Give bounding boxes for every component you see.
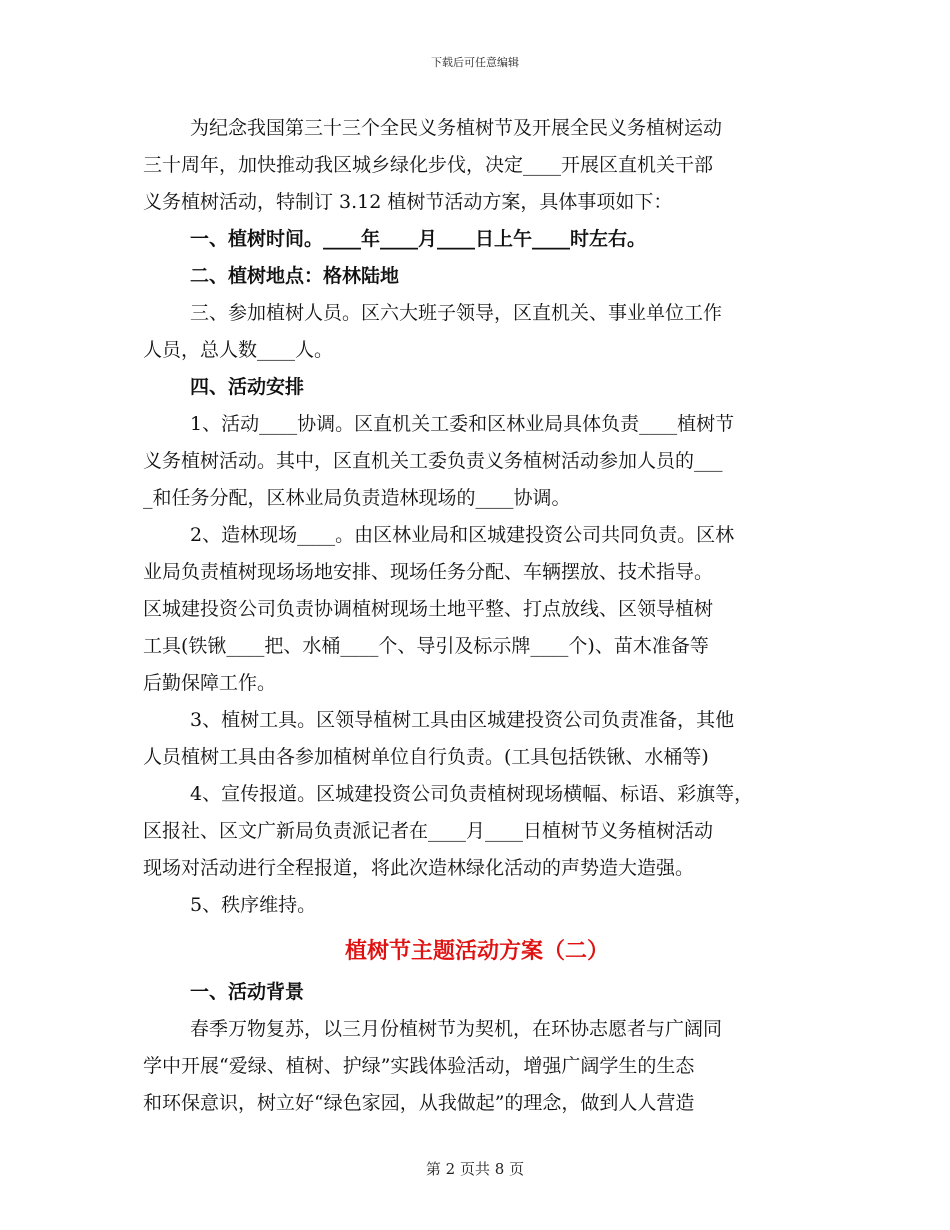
- paragraph-line: 后勤保障工作。: [143, 672, 277, 694]
- paragraph-line: 为纪念我国第三十三个全民义务植树节及开展全民义务植树运动: [190, 117, 723, 139]
- paragraph-line: 三十周年，加快推动我区城乡绿化步伐，决定____开展区直机关干部: [143, 154, 714, 176]
- paragraph-line: 三、参加植树人员。区六大班子领导，区直机关、事业单位工作: [190, 302, 723, 324]
- paragraph-line: _和任务分配，区林业局负责造林现场的____协调。: [143, 487, 571, 509]
- paragraph-line: 义务植树活动。其中，区直机关工委负责义务植树活动参加人员的___: [143, 450, 723, 472]
- paragraph-line: 4、宣传报道。区城建投资公司负责植树现场横幅、标语、彩旗等，: [190, 783, 754, 805]
- heading-plant-time: 一、植树时间。____年____月____日上午____时左右。: [190, 228, 647, 250]
- document-body: [143, 110, 811, 1122]
- paragraph-line: 1、活动____协调。区直机关工委和区林业局具体负责____植树节: [190, 413, 735, 435]
- paragraph-line: 义务植树活动，特制订 3.12 植树节活动方案，具体事项如下：: [143, 191, 673, 213]
- page-header: 下载后可任意编辑: [431, 56, 519, 69]
- paragraph-line: 5、秩序维持。: [190, 894, 317, 916]
- paragraph-line: 2、造林现场____。由区林业局和区城建投资公司共同负责。区林: [190, 524, 735, 546]
- paragraph-line: 现场对活动进行全程报道，将此次造林绿化活动的声势造大造强。: [143, 857, 695, 879]
- paragraph-line: 人员，总人数____人。: [143, 339, 334, 361]
- paragraph-line: 业局负责植树现场场地安排、现场任务分配、车辆摆放、技术指导。: [143, 561, 714, 583]
- paragraph-line: 学中开展“爱绿、植树、护绿”实践体验活动，增强广阔学生的生态: [143, 1055, 695, 1077]
- paragraph-line: 工具(铁锹____把、水桶____个、导引及标示牌____个)、苗木准备等: [143, 635, 709, 657]
- heading-plant-location: 二、植树地点：格林陆地: [190, 265, 400, 287]
- heading-activity-arrangement: 四、活动安排: [190, 376, 305, 398]
- paragraph-line: 3、植树工具。区领导植树工具由区城建投资公司负责准备，其他: [190, 709, 735, 731]
- paragraph-line: 区报社、区文广新局负责派记者在____月____日植树节义务植树活动: [143, 820, 714, 842]
- paragraph-line: 春季万物复苏，以三月份植树节为契机，在环协志愿者与广阔同: [190, 1018, 723, 1040]
- paragraph-line: 和环保意识，树立好“绿色家园，从我做起”的理念，做到人人营造: [143, 1092, 695, 1114]
- page-footer: 第 2 页共 8 页: [425, 1160, 525, 1178]
- paragraph-line: 区城建投资公司负责协调植树现场土地平整、打点放线、区领导植树: [143, 598, 714, 620]
- heading-activity-background: 一、活动背景: [190, 981, 305, 1003]
- paragraph-line: 人员植树工具由各参加植树单位自行负责。(工具包括铁锹、水桶等): [143, 746, 709, 768]
- section-title: 植树节主题活动方案（二）: [344, 938, 609, 964]
